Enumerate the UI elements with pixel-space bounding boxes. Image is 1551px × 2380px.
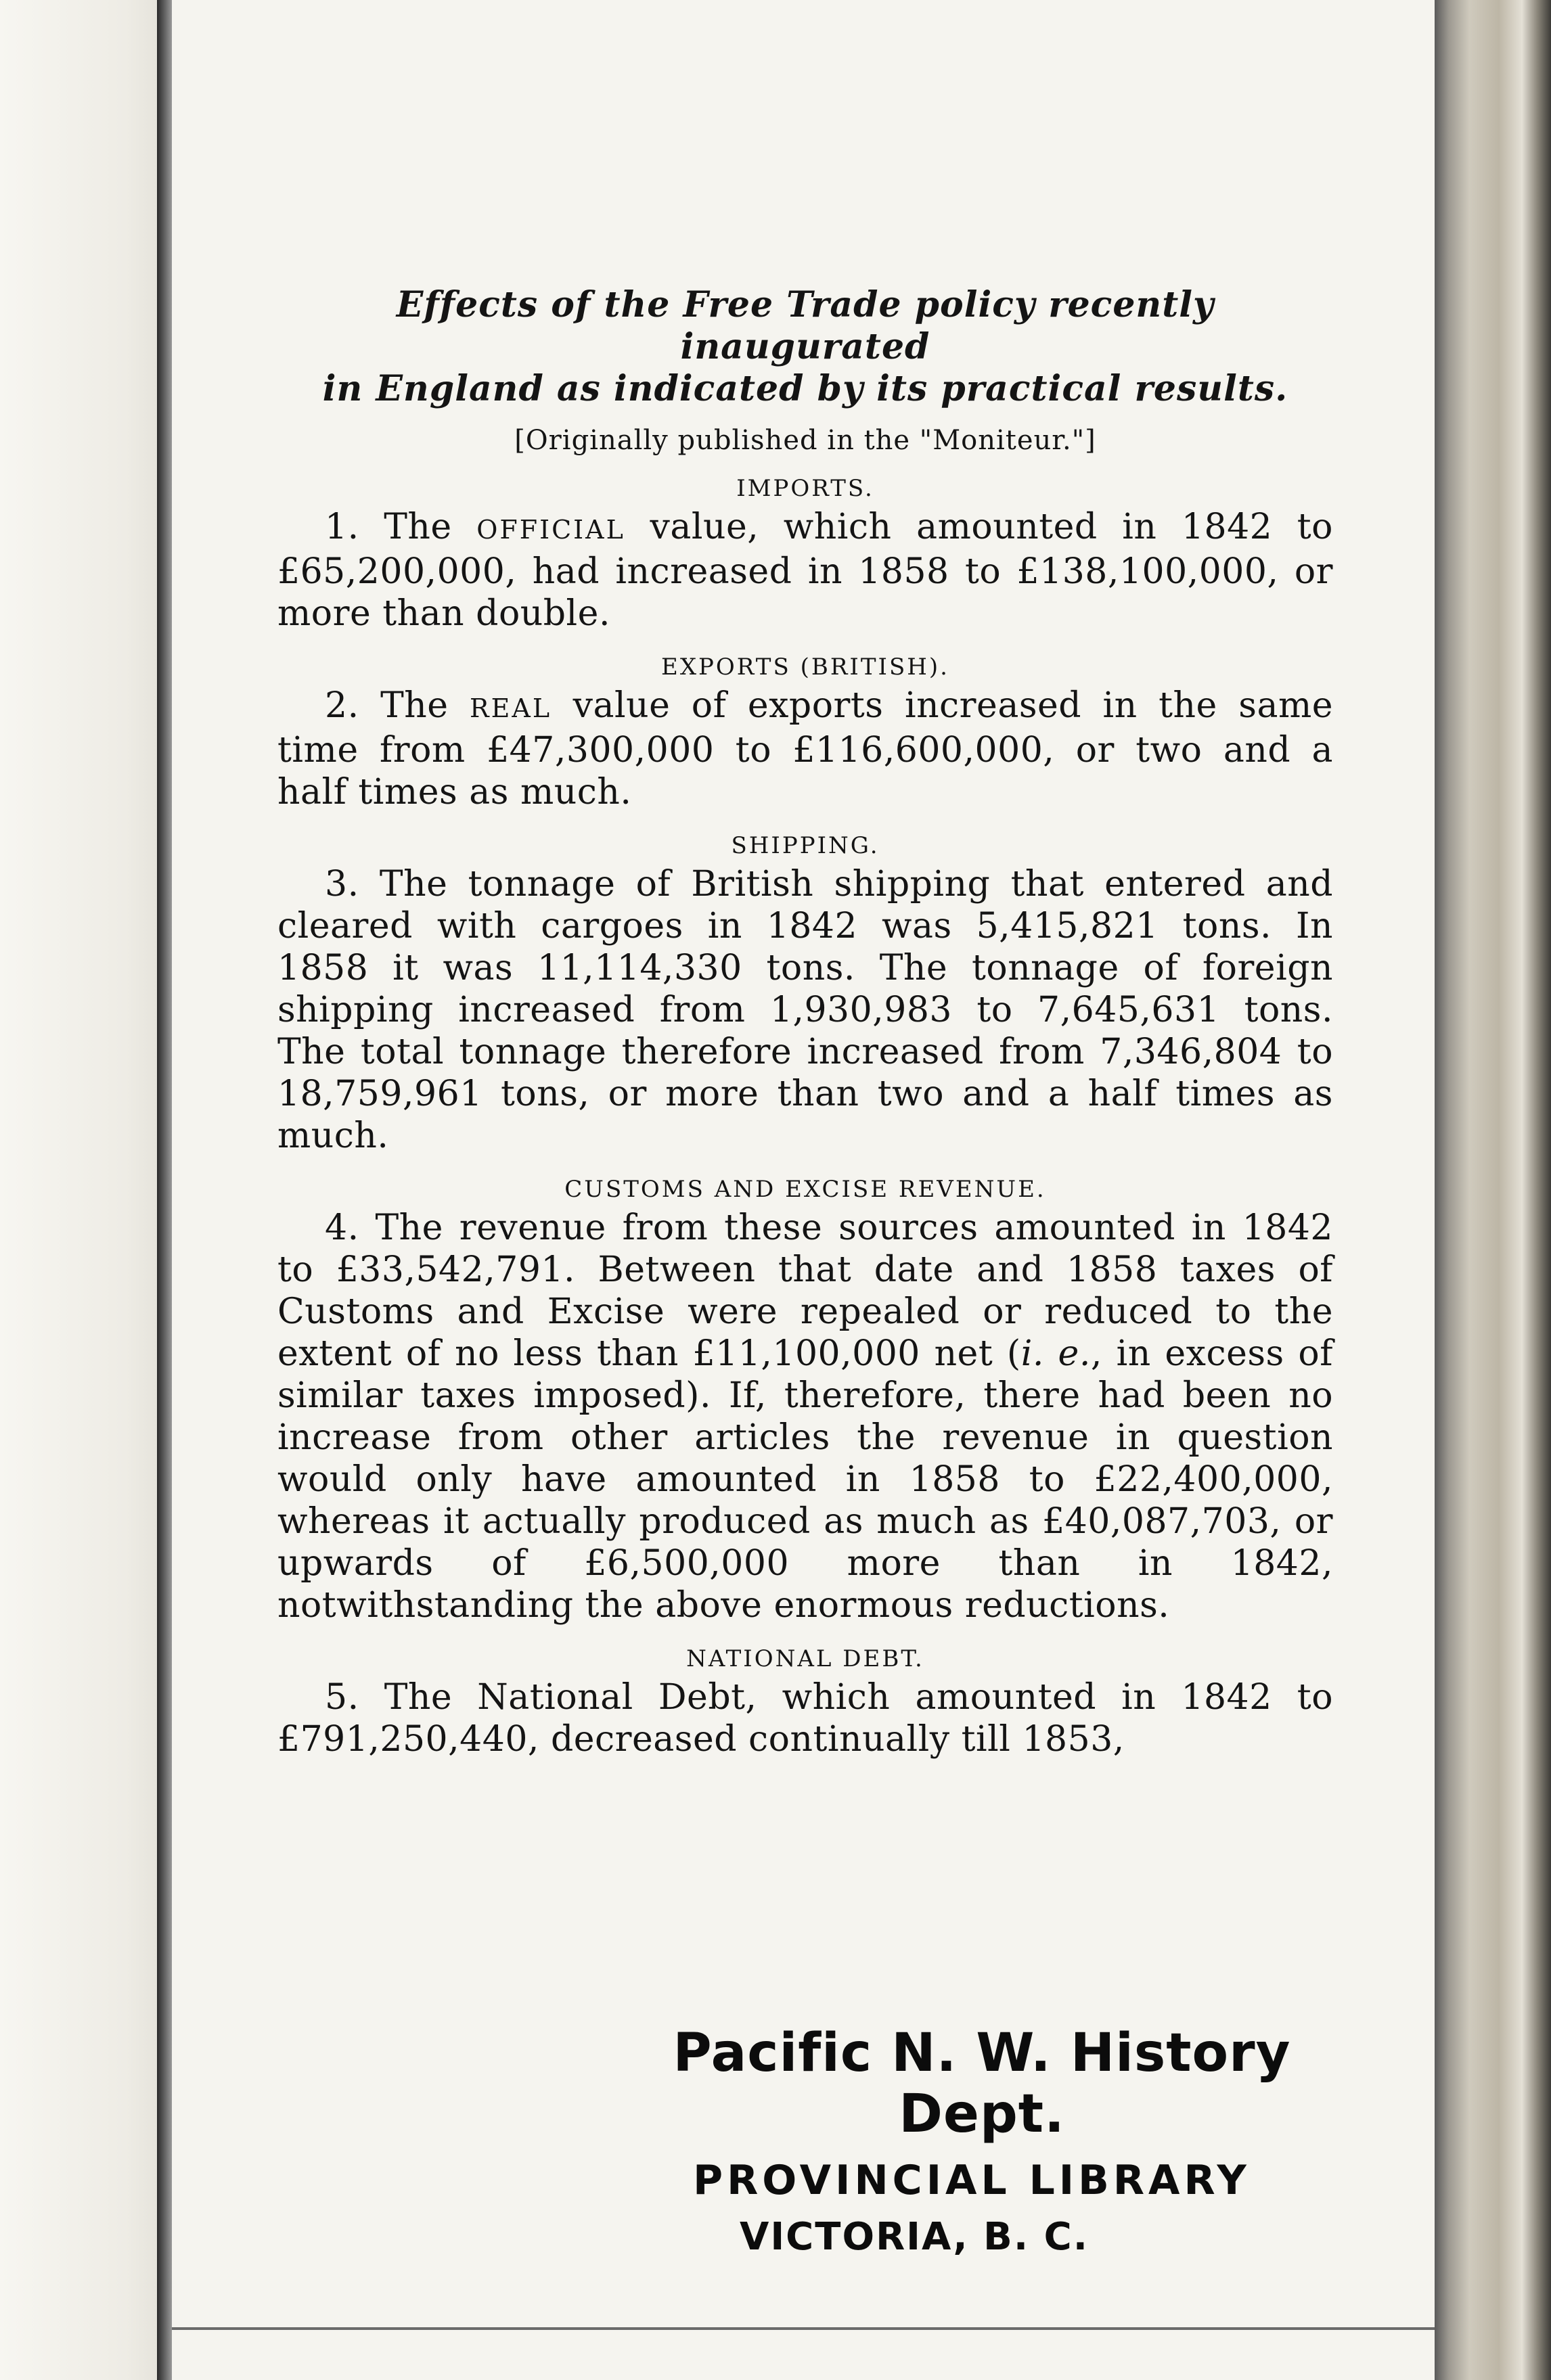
paragraph-lead: The — [380, 685, 449, 726]
paragraph-text-after: , in excess of similar taxes imposed). If, therefore, there had been no increase from other articles the revenue in question would only have amounted in 1858 to £22,400,000, whereas it actually produced as much as £40,087,703, or upwards of £6,500,000 more than in 1842, notwithstanding the above enormous reductions. — [277, 1333, 1333, 1626]
stamp-line-2: PROVINCIAL LIBRARY — [693, 2157, 1251, 2204]
paragraph-number: 4. — [325, 1208, 359, 1248]
emphasis-ie: i. e. — [1020, 1333, 1091, 1374]
paragraph-number: 5. — [325, 1677, 359, 1718]
paragraph-lead: The — [384, 507, 452, 547]
paragraph-number: 2. — [325, 685, 359, 726]
paragraph-text-before: The revenue from these sources amounted in 1842 to £33,542,791. Between that date and 1858 taxes of Customs and Excise were repealed or reduced to the extent of no less than £11,100,000 net ( — [277, 1208, 1333, 1374]
paragraph-text: The National Debt, which amounted in 1842 to £791,250,440, decreased continually till 1853, — [277, 1677, 1334, 1760]
title-line-1: Effects of the Free Trade policy recently inaugurated — [396, 284, 1215, 367]
page-edge-stack — [1435, 0, 1551, 2380]
paragraph-shipping — [277, 863, 1333, 1157]
section-heading-imports: IMPORTS. — [736, 475, 874, 502]
emphasis-official: OFFICIAL — [476, 515, 625, 545]
emphasis-real: REAL — [470, 693, 552, 723]
paragraph-text: The tonnage of British shipping that entered and cleared with cargoes in 1842 was 5,415,821 tons. In 1858 it was 11,114,330 tons. The tonnage of foreign shipping increased from 1,930,983 to 7,645,631 tons. The total tonnage therefore increased from 7,346,804 to 18,759,961 tons, or more than two and a half times as much. — [277, 864, 1334, 1156]
paragraph-imports — [277, 506, 1333, 635]
left-blank-margin — [0, 0, 157, 2380]
title-line-2: in England as indicated by its practical results. — [322, 368, 1288, 409]
section-heading-shipping: SHIPPING. — [731, 832, 880, 859]
paragraph-customs — [277, 1207, 1333, 1626]
paragraph-number: 1. — [325, 507, 359, 547]
page-bottom-edge — [172, 2327, 1435, 2330]
section-heading-national-debt: NATIONAL DEBT. — [686, 1645, 924, 1672]
page-gutter-shadow — [157, 0, 172, 2380]
paragraph-text: value, which amounted in 1842 to £65,200,000, had increased in 1858 to £138,100,000, or more than double. — [277, 507, 1333, 634]
document-body — [277, 284, 1333, 1760]
paragraph-national-debt — [277, 1676, 1333, 1760]
paragraph-text: value of exports increased in the same time from £47,300,000 to £116,600,000, or two and a half times as much. — [277, 685, 1334, 813]
section-heading-customs: CUSTOMS AND EXCISE REVENUE. — [564, 1176, 1046, 1203]
document-title — [277, 284, 1333, 410]
section-heading-exports: EXPORTS (BRITISH). — [661, 654, 949, 681]
stamp-line-1: Pacific N. W. History Dept. — [673, 2023, 1291, 2145]
source-note: [Originally published in the "Moniteur."] — [514, 425, 1096, 456]
paragraph-number: 3. — [325, 864, 359, 905]
paragraph-exports — [277, 685, 1333, 813]
stamp-line-3: VICTORIA, B. C. — [739, 2215, 1089, 2259]
library-stamp — [566, 2023, 1378, 2259]
